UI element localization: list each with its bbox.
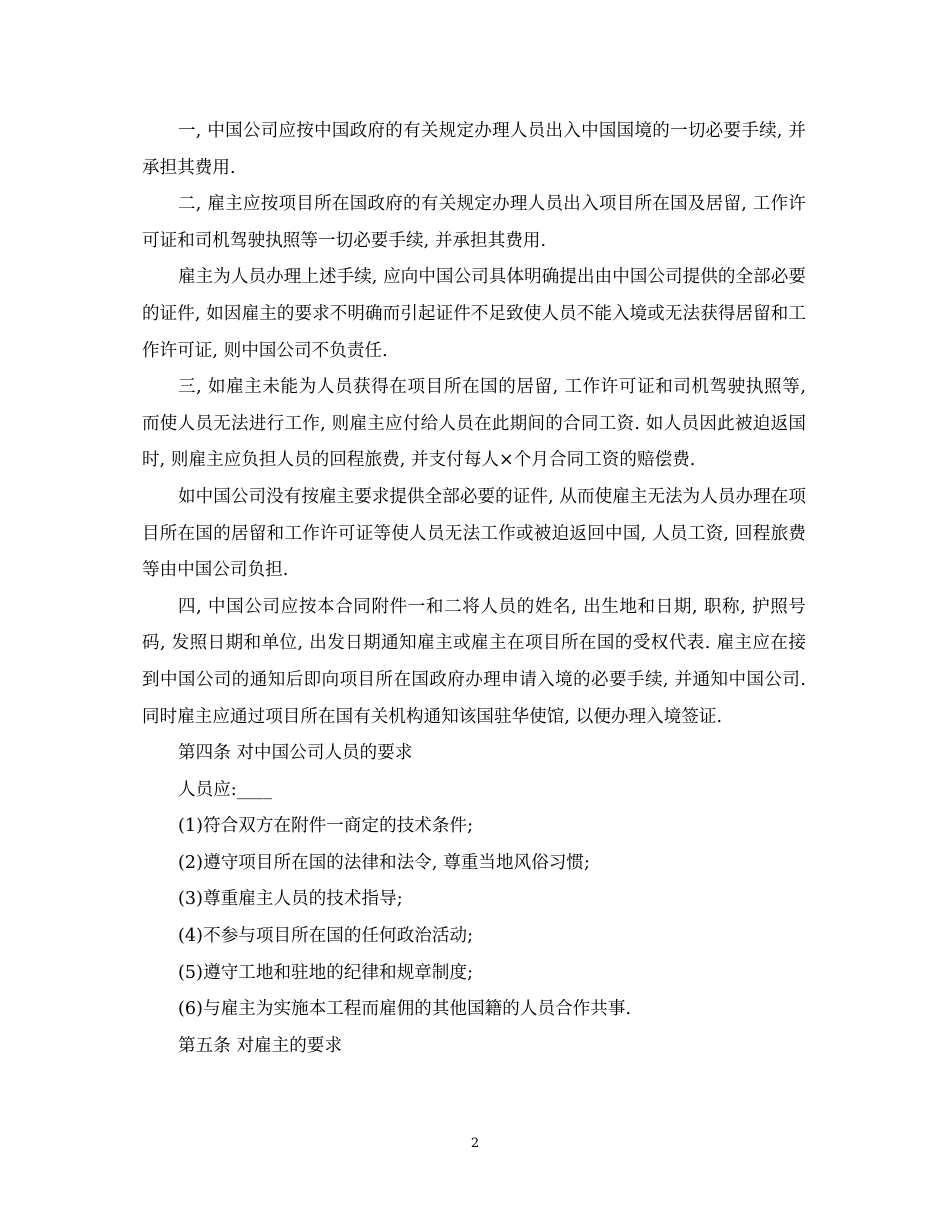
paragraph-employer-documents: 雇主为人员办理上述手续, 应向中国公司具体明确提出由中国公司提供的全部必要的证件, 如因雇主的要求不明确而引起证件不足致使人员不能入境或无法获得居留和工作许可证, 则中国公司不负责任. xyxy=(142,267,806,361)
requirement-item-2: (2)遵守项目所在国的法律和法令, 尊重当地风俗习惯; xyxy=(178,852,591,873)
requirement-item-1: (1)符合双方在附件一商定的技术条件; xyxy=(178,816,474,837)
paragraph-china-company-documents: 如中国公司没有按雇主要求提供全部必要的证件, 从而使雇主无法为人员办理在项目所在国的居留和工作许可证等使人员无法工作或被迫返回中国, 人员工资, 回程旅费等由中国公司负担. xyxy=(142,486,806,581)
requirement-item-6: (6)与雇主为实施本工程而雇佣的其他国籍的人员合作共事. xyxy=(178,999,632,1020)
article-4-heading: 第四条 对中国公司人员的要求 xyxy=(178,743,413,764)
requirement-item-3: (3)尊重雇主人员的技术指导; xyxy=(178,889,403,910)
paragraph-clause-1: 一, 中国公司应按中国政府的有关规定办理人员出入中国国境的一切必要手续, 并承担其费用. xyxy=(142,121,806,178)
paragraph-clause-3: 三, 如雇主未能为人员获得在项目所在国的居留, 工作许可证和司机驾驶执照等, 而使人员无法进行工作, 则雇主应付给人员在此期间的合同工资. 如人员因此被迫返国时, 则雇主应负担人员的回程旅费, 并支付每人×个月合同工资的赔偿费. xyxy=(142,377,806,471)
article-5-heading: 第五条 对雇主的要求 xyxy=(178,1035,343,1056)
document-body xyxy=(142,113,806,1064)
requirement-item-5: (5)遵守工地和驻地的纪律和规章制度; xyxy=(178,962,474,983)
paragraph-clause-2: 二, 雇主应按项目所在国政府的有关规定办理人员出入项目所在国及居留, 工作许可证和司机驾驶执照等一切必要手续, 并承担其费用. xyxy=(142,194,806,251)
paragraph-clause-4: 四, 中国公司应按本合同附件一和二将人员的姓名, 出生地和日期, 职称, 护照号码, 发照日期和单位, 出发日期通知雇主或雇主在项目所在国的受权代表. 雇主应在接到中国公司的通知后即向项目所在国政府办理申请入境的必要手续, 并通知中国公司. 同时雇主应通过项目所在国有关机构通知该国驻华使馆, 以便办理入境签证. xyxy=(142,596,806,727)
requirement-item-4: (4)不参与项目所在国的任何政治活动; xyxy=(178,926,474,947)
personnel-requirements-intro: 人员应:____ xyxy=(178,779,273,800)
page-number: 2 xyxy=(470,1136,480,1151)
